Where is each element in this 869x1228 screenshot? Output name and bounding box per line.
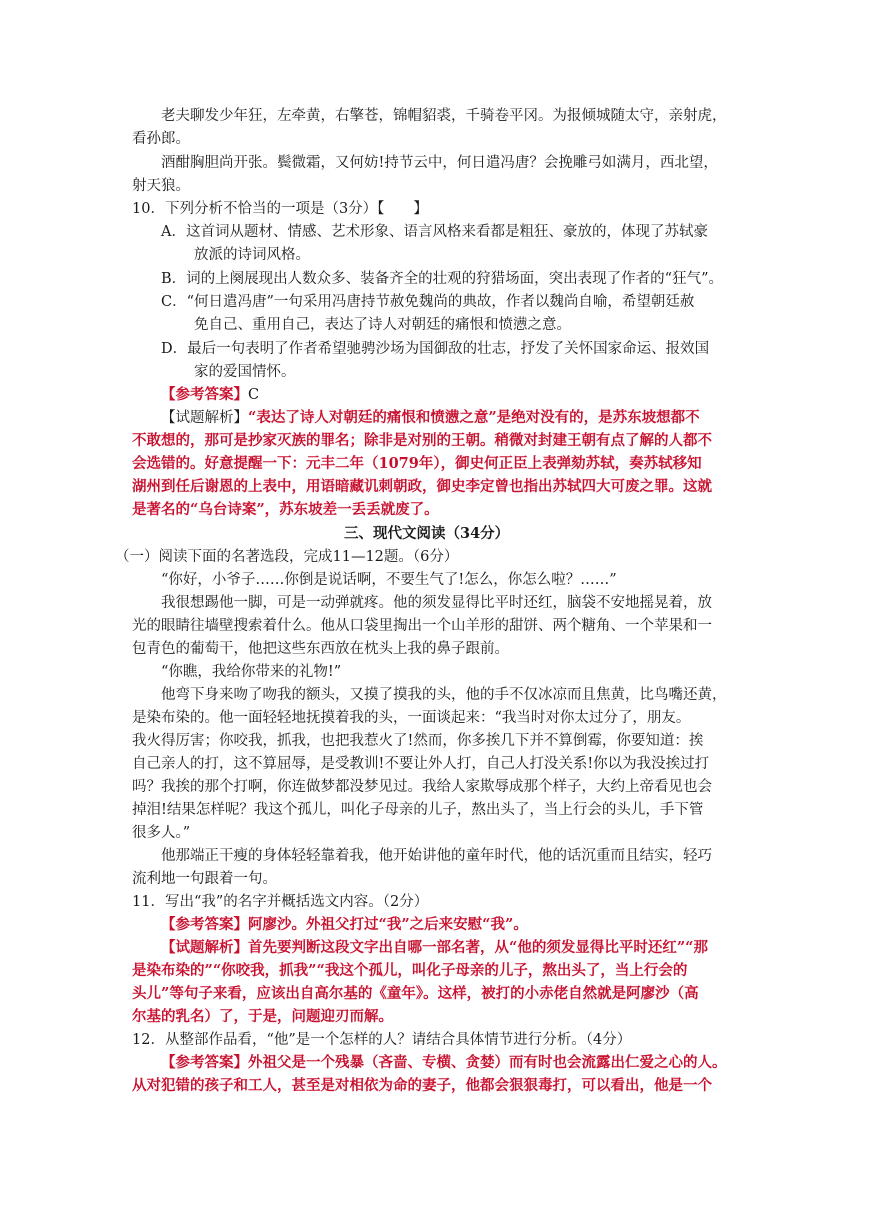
excerpt-line-2: 我很想踢他一脚，可是一动弹就疼。他的须发显得比平时还红，脑袋不安地摇晃着，放 [161, 595, 712, 611]
q10-option-c: C．“何日遣冯唐”一句采用冯唐持节赦免魏尚的典故，作者以魏尚自喻，希望朝廷赦 [161, 294, 695, 310]
q11-analysis [161, 937, 708, 960]
answer-label: 【参考答案】 [161, 916, 248, 933]
excerpt-line-13: 他那端正干瘦的身体轻轻靠着我，他开始讲他的童年时代，他的话沉重而且结实，轻巧 [161, 848, 712, 864]
q11-analysis-line-2: 是染布染的”“你咬我，抓我”“我这个孤儿，叫化子母亲的儿子，熬出头了，当上行会的 [132, 962, 688, 979]
q10-option-d-cont: 家的爱国情怀。 [194, 364, 296, 380]
q10-analysis [161, 407, 700, 430]
q11-answer [161, 914, 528, 937]
answer-text: 外祖父是一个残暴（吝啬、专横、贪婪）而有时也会流露出仁爱之心的人。 [248, 1054, 727, 1071]
excerpt-line-12: 很多人。” [132, 825, 191, 841]
excerpt-line-5: “你瞧，我给你带来的礼物!” [161, 664, 342, 680]
q11-analysis-line-4: 尔基的乳名）了，于是，问题迎刃而解。 [132, 1008, 393, 1025]
q10-option-c-cont: 免自己、重用自己，表达了诗人对朝廷的痛恨和愤懑之意。 [194, 317, 571, 333]
q10-analysis-line-4: 湖州到任后谢恩的上表中，用语暗藏讥刺朝政，御史李定曾也指出苏轼四大可废之罪。这就 [132, 478, 712, 495]
excerpt-line-4: 包青色的葡萄干，他把这些东西放在枕头上我的鼻子跟前。 [132, 641, 509, 657]
analysis-label: 【试题解析】 [161, 939, 248, 956]
q11-analysis-line-3: 头儿”等句子来看，应该出自高尔基的《童年》。这样，被打的小赤佬自然就是阿廖沙（高 [132, 985, 699, 1002]
excerpt-line-6: 他弯下身来吻了吻我的额头，又摸了摸我的头，他的手不仅冰凉而且焦黄，比鸟嘴还黄， [161, 687, 727, 703]
q10-option-a: A．这首词从题材、情感、艺术形象、语言风格来看都是粗狂、豪放的，体现了苏轼豪 [161, 224, 708, 240]
answer-label: 【参考答案】 [161, 1054, 248, 1071]
poem-line-2-cont: 射天狼。 [132, 178, 190, 194]
excerpt-line-9: 自己亲人的打，这不算屈辱，是受教训!不要让外人打，自己人打没关系!你以为我没挨过打 [132, 756, 710, 772]
q12-answer [161, 1052, 727, 1075]
q10-analysis-line-5: 是著名的“乌台诗案”，苏东坡差一丢丢就废了。 [132, 501, 439, 518]
q12-stem: 12．从整部作品看，“他”是一个怎样的人？请结合具体情节进行分析。（4分） [132, 1032, 632, 1048]
q10-option-a-cont: 放派的诗词风格。 [194, 247, 310, 263]
q10-analysis-line-2: 不敢想的，那可是抄家灭族的罪名；除非是对别的王朝。稍微对封建王朝有点了解的人都不 [132, 432, 712, 449]
analysis-label: 【试题解析】 [161, 410, 248, 426]
answer-value: 阿廖沙。外祖父打过“我”之后来安慰“我”。 [248, 916, 528, 933]
q10-option-b: B．词的上阕展现出人数众多、装备齐全的壮观的狩猎场面，突出表现了作者的“狂气”。 [161, 271, 723, 287]
excerpt-line-10: 吗？我挨的那个打啊，你连做梦都没梦见过。我给人家欺辱成那个样子，大约上帝看见也会 [132, 779, 712, 795]
poem-line-1: 老夫聊发少年狂，左牵黄，右擎苍，锦帽貂裘，千骑卷平冈。为报倾城随太守，亲射虎， [161, 108, 727, 124]
analysis-text: “表达了诗人对朝廷的痛恨和愤懑之意”是绝对没有的，是苏东坡想都不 [248, 409, 700, 426]
section-3-heading: 三、现代文阅读（34分） [344, 525, 510, 542]
excerpt-line-3: 光的眼睛往墙壁搜索着什么。他从口袋里掏出一个山羊形的甜饼、两个糖角、一个苹果和一 [132, 618, 712, 634]
answer-label: 【参考答案】 [161, 386, 248, 403]
poem-line-2: 酒酣胸胆尚开张。鬓微霜，又何妨!持节云中，何日遣冯唐？会挽雕弓如满月，西北望， [161, 155, 718, 171]
q12-answer-line-2: 从对犯错的孩子和工人，甚至是对相依为命的妻子，他都会狠狠毒打，可以看出，他是一个 [132, 1077, 712, 1094]
analysis-text: 首先要判断这段文字出自哪一部名著，从“他的须发显得比平时还红”“那 [248, 939, 709, 956]
q10-option-d: D．最后一句表明了作者希望驰骋沙场为国御敌的壮志，抒发了关怀国家命运、报效国 [161, 341, 710, 357]
excerpt-line-14: 流利地一句跟着一句。 [132, 871, 277, 887]
q10-answer [161, 384, 259, 407]
answer-value: C [248, 387, 260, 403]
excerpt-line-7: 是染布染的。他一面轻轻地抚摸着我的头，一面谈起来：“我当时对你太过分了，朋友。 [132, 710, 691, 726]
excerpt-line-8: 我火得厉害；你咬我，抓我，也把我惹火了!然而，你多挨几下并不算倒霉，你要知道：挨 [132, 733, 704, 749]
section-3-part-1: （一）阅读下面的名著选段，完成11—12题。（6分） [115, 549, 459, 565]
excerpt-line-11: 掉泪!结果怎样呢？我这个孤儿，叫化子母亲的儿子，熬出头了，当上行会的头儿，手下管 [132, 802, 704, 818]
q10-analysis-line-3: 会选错的。好意提醒一下：元丰二年（1079年），御史何正臣上表弹劾苏轼，奏苏轼移知 [132, 455, 702, 472]
excerpt-line-1: “你好，小爷子……你倒是说话啊，不要生气了!怎么，你怎么啦？……” [161, 572, 617, 588]
q10-stem: 10．下列分析不恰当的一项是（3分）【 】 [132, 201, 428, 217]
poem-line-1-cont: 看孙郎。 [132, 131, 190, 147]
q11-stem: 11．写出“我”的名字并概括选文内容。（2分） [132, 894, 429, 910]
